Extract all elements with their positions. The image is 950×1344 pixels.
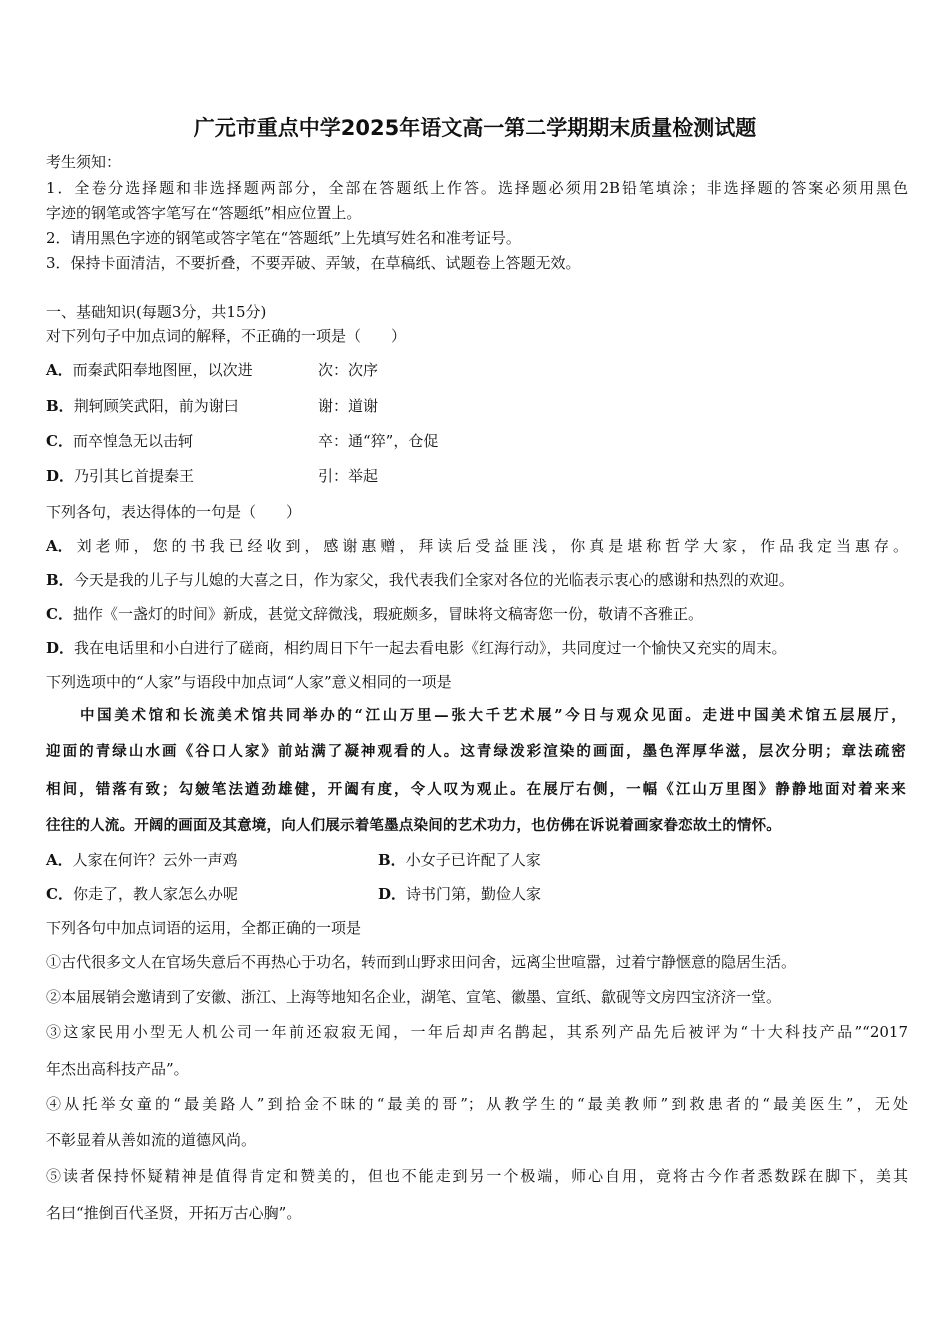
statement-line: 不彰显着从善如流的道德风尚。	[46, 1131, 257, 1149]
option-note: 谢：道谢	[318, 397, 379, 415]
passage-line: 相间，错落有致；勾皴笔法遒劲雄健，开阖有度，令人叹为观止。在展厅右侧，一幅《江山万里图》静静地面对着来来	[46, 781, 906, 798]
option-text: 刘老师，您的书我已经收到，感谢惠赠，拜读后受益匪浅，你真是堪称哲学大家，作品我定当惠存。	[72, 537, 908, 555]
option-note: 引：举起	[318, 467, 379, 485]
option-inline	[378, 884, 541, 904]
option-label: C．	[46, 605, 73, 623]
statement-line: ④从托举女童的“最美路人”到拾金不昧的“最美的哥”；从教学生的“最美教师”到救患者的“最美医生”，无处	[46, 1095, 908, 1113]
option-row	[46, 360, 908, 380]
statement-line: ⑤读者保持怀疑精神是值得肯定和赞美的，但也不能走到另一个极端，师心自用，竟将古今作者悉数踩在脚下，美其	[46, 1167, 908, 1185]
question-stem: 下列各句中加点词语的运用，全都正确的一项是	[46, 919, 362, 937]
passage-line: 中国美术馆和长流美术馆共同举办的“江山万里—张大千艺术展”今日与观众见面。走进中国美术馆五层展厅，	[80, 707, 906, 724]
notice-item: 1．全卷分选择题和非选择题两部分，全部在答题纸上作答。选择题必须用2B铅笔填涂；非选择题的答案必须用黑色	[46, 179, 908, 197]
option-text: 乃引其匕首提秦王	[74, 467, 195, 485]
option-row	[46, 396, 908, 416]
option-note: 卒：通“猝”，仓促	[318, 432, 439, 450]
option-label: D．	[46, 639, 75, 657]
option-label: B．	[46, 571, 74, 589]
option-text: 拙作《一盏灯的时间》新成，甚觉文辞微浅，瑕疵颇多，冒昧将文稿寄您一份，敬请不吝雅正。	[72, 605, 703, 623]
notice-heading: 考生须知：	[46, 153, 122, 171]
option-text: 人家在何许？云外一声鸡	[72, 851, 238, 869]
option-text: 荆轲顾笑武阳，前为谢曰	[73, 397, 239, 415]
statement-line: 名曰“推倒百代圣贤，开拓万古心胸”。	[46, 1204, 302, 1222]
notice-item: 2．请用黑色字迹的钢笔或答字笔在“答题纸”上先填写姓名和准考证号。	[46, 229, 521, 247]
option-row	[46, 884, 908, 904]
passage-line: 迎面的青绿山水画《谷口人家》前站满了凝神观看的人。这青绿泼彩渲染的画面，墨色浑厚华滋，层次分明；章法疏密	[46, 743, 906, 760]
option-label: B．	[378, 851, 406, 869]
passage-line: 往往的人流。开阔的画面及其意境，向人们展示着笔墨点染间的艺术功力，也仿佛在诉说着画家眷恋故土的情怀。	[46, 817, 781, 834]
option-text: 我在电话里和小白进行了磋商，相约周日下午一起去看电影《红海行动》，共同度过一个愉快又充实的周末。	[74, 639, 787, 657]
option-row	[46, 431, 908, 451]
option-text: 而卒惶急无以击轲	[72, 432, 193, 450]
notice-item: 字迹的钢笔或答字笔写在“答题纸”相应位置上。	[46, 204, 362, 222]
option-label: C．	[46, 885, 73, 903]
statement-line: ③这家民用小型无人机公司一年前还寂寂无闻，一年后却声名鹊起，其系列产品先后被评为“十大科技产品”“2017	[46, 1023, 908, 1041]
option-inline	[378, 850, 541, 870]
option-note: 次：次序	[318, 361, 379, 379]
option-text: 你走了，教人家怎么办呢	[72, 885, 238, 903]
page-title: 广元市重点中学2025年语文高一第二学期期末质量检测试题	[193, 116, 757, 140]
option-row	[46, 570, 908, 590]
option-label: D．	[46, 467, 75, 485]
section-heading: 一、基础知识(每题3分，共15分)	[46, 303, 267, 321]
notice-item: 3．保持卡面清洁，不要折叠，不要弄破、弄皱，在草稿纸、试题卷上答题无效。	[46, 254, 581, 272]
option-text: 今天是我的儿子与儿媳的大喜之日，作为家父，我代表我们全家对各位的光临表示衷心的感谢和热烈的欢迎。	[73, 571, 794, 589]
option-label: B．	[46, 397, 74, 415]
statement-line: ①古代很多文人在官场失意后不再热心于功名，转而到山野求田问舍，远离尘世喧嚣，过着宁静惬意的隐居生活。	[46, 953, 797, 971]
option-row	[46, 604, 908, 624]
option-label: A．	[46, 361, 73, 379]
option-row	[46, 850, 908, 870]
option-label: C．	[46, 432, 73, 450]
option-label: D．	[378, 885, 407, 903]
statement-line: 年杰出高科技产品”。	[46, 1060, 189, 1078]
question-stem: 对下列句子中加点词的解释，不正确的一项是（ ）	[46, 327, 407, 345]
option-row	[46, 466, 908, 486]
option-label: A．	[46, 537, 73, 555]
option-text: 诗书门第，勤俭人家	[406, 885, 542, 903]
option-row	[46, 638, 908, 658]
option-row	[46, 536, 908, 556]
option-text: 而秦武阳奉地图匣，以次进	[72, 361, 253, 379]
statement-line: ②本届展销会邀请到了安徽、浙江、上海等地知名企业，湖笔、宣笔、徽墨、宣纸、歙砚等文房四宝济济一堂。	[46, 988, 782, 1006]
option-text: 小女子已许配了人家	[405, 851, 541, 869]
question-stem: 下列选项中的“人家”与语段中加点词“人家”意义相同的一项是	[46, 673, 452, 691]
question-stem: 下列各句，表达得体的一句是（ ）	[46, 503, 302, 521]
option-label: A．	[46, 851, 73, 869]
